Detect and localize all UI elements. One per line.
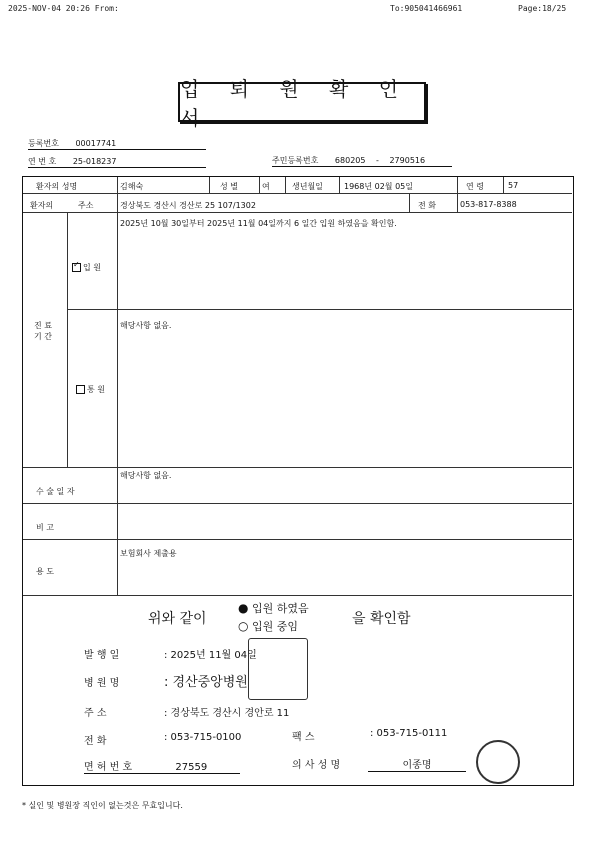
hospital-label: 병 원 명 bbox=[84, 678, 120, 689]
tel-label: 전 화 bbox=[84, 736, 107, 747]
selected-radio-icon: ● bbox=[238, 601, 249, 615]
fax-label: 팩 스 bbox=[292, 732, 315, 743]
phone-value: 053-817-8388 bbox=[460, 200, 517, 209]
admission-checkbox[interactable] bbox=[72, 263, 81, 272]
age-label: 연 령 bbox=[466, 182, 484, 191]
admission-label: 입 원 bbox=[83, 263, 101, 272]
confirm-option-1 bbox=[238, 600, 309, 616]
issue-date-label: 발 행 일 bbox=[84, 650, 120, 661]
surgery-label: 수 술 일 자 bbox=[36, 487, 75, 496]
confirm-option-1-label: 입원 하였음 bbox=[251, 602, 309, 615]
document-title: 입 퇴 원 확 인 서 bbox=[178, 82, 426, 122]
fax-page: Page:18/25 bbox=[518, 4, 567, 13]
serial-row bbox=[28, 156, 206, 168]
outpatient-label: 통 원 bbox=[87, 385, 105, 394]
outpatient-option[interactable] bbox=[76, 384, 105, 395]
purpose-text: 보험회사 제출용 bbox=[120, 549, 177, 558]
dob-label: 생년월일 bbox=[292, 182, 323, 191]
hospital-address: : 경상북도 경산시 경안로 11 bbox=[164, 708, 290, 719]
fax-datetime: 2025-NOV-04 20:26 From: bbox=[8, 4, 119, 13]
resident-label: 주민등록번호 bbox=[272, 156, 319, 165]
surgery-text: 해당사항 없음. bbox=[120, 471, 172, 480]
resident-dash: - bbox=[376, 156, 379, 165]
fax-value: : 053-715-0111 bbox=[370, 728, 448, 739]
patient-name-label: 환자의 성명 bbox=[36, 182, 78, 191]
period-label-line2: 기 간 bbox=[34, 332, 52, 341]
hospital-seal bbox=[248, 638, 308, 700]
issue-date: : 2025년 11월 04일 bbox=[164, 650, 257, 661]
hospital-name: : 경산중앙병원 bbox=[164, 675, 248, 690]
purpose-label: 용 도 bbox=[36, 567, 54, 576]
admission-option[interactable] bbox=[72, 262, 101, 273]
address-label-1: 환자의 bbox=[30, 201, 54, 210]
address-label-2: 주소 bbox=[78, 201, 94, 210]
outpatient-text: 해당사항 없음. bbox=[120, 321, 172, 330]
license-row bbox=[84, 758, 240, 774]
resident-front: 680205 bbox=[334, 156, 366, 165]
license-value: 27559 bbox=[175, 762, 208, 773]
resident-row bbox=[272, 155, 452, 167]
confirm-suffix: 을 확인함 bbox=[352, 611, 411, 627]
age-value: 57 bbox=[508, 181, 519, 190]
license-label: 면 허 번 호 bbox=[84, 762, 133, 773]
confirm-prefix: 위와 같이 bbox=[148, 611, 207, 627]
tel-value: : 053-715-0100 bbox=[164, 732, 242, 743]
hospital-address-label: 주 소 bbox=[84, 708, 107, 719]
registration-row bbox=[28, 138, 206, 150]
confirm-option-2-label: 입원 중임 bbox=[251, 620, 298, 633]
admission-text: 2025년 10월 30일부터 2025년 11월 04일까지 6 일간 입원 하였음을 확인함. bbox=[120, 219, 397, 228]
registration-label: 등록번호 bbox=[28, 139, 59, 148]
fax-recipient: To:905041466961 bbox=[390, 4, 463, 13]
serial-value: 25-018237 bbox=[72, 157, 117, 166]
confirm-option-2 bbox=[238, 618, 298, 634]
outpatient-checkbox[interactable] bbox=[76, 385, 85, 394]
resident-back: 2790516 bbox=[389, 156, 426, 165]
footnote: * 실인 및 병원장 직인이 없는것은 무효입니다. bbox=[22, 801, 183, 810]
remarks-label: 비 고 bbox=[36, 523, 54, 532]
unselected-radio-icon: ○ bbox=[238, 619, 249, 633]
doctor-name: 이종명 bbox=[368, 756, 466, 772]
doctor-seal bbox=[476, 740, 520, 784]
period-label bbox=[34, 320, 52, 342]
sex-value: 여 bbox=[262, 182, 270, 191]
serial-label: 연 번 호 bbox=[28, 157, 57, 166]
period-label-line1: 진 료 bbox=[34, 321, 52, 330]
address-value: 경상북도 경산시 경산로 25 107/1302 bbox=[120, 201, 256, 210]
sex-label: 성 별 bbox=[220, 182, 238, 191]
phone-label: 전 화 bbox=[418, 201, 436, 210]
patient-name: 김해숙 bbox=[120, 182, 144, 191]
doctor-label: 의 사 성 명 bbox=[292, 760, 341, 771]
registration-value: 00017741 bbox=[75, 139, 117, 148]
dob-value: 1968년 02월 05일 bbox=[344, 182, 413, 191]
